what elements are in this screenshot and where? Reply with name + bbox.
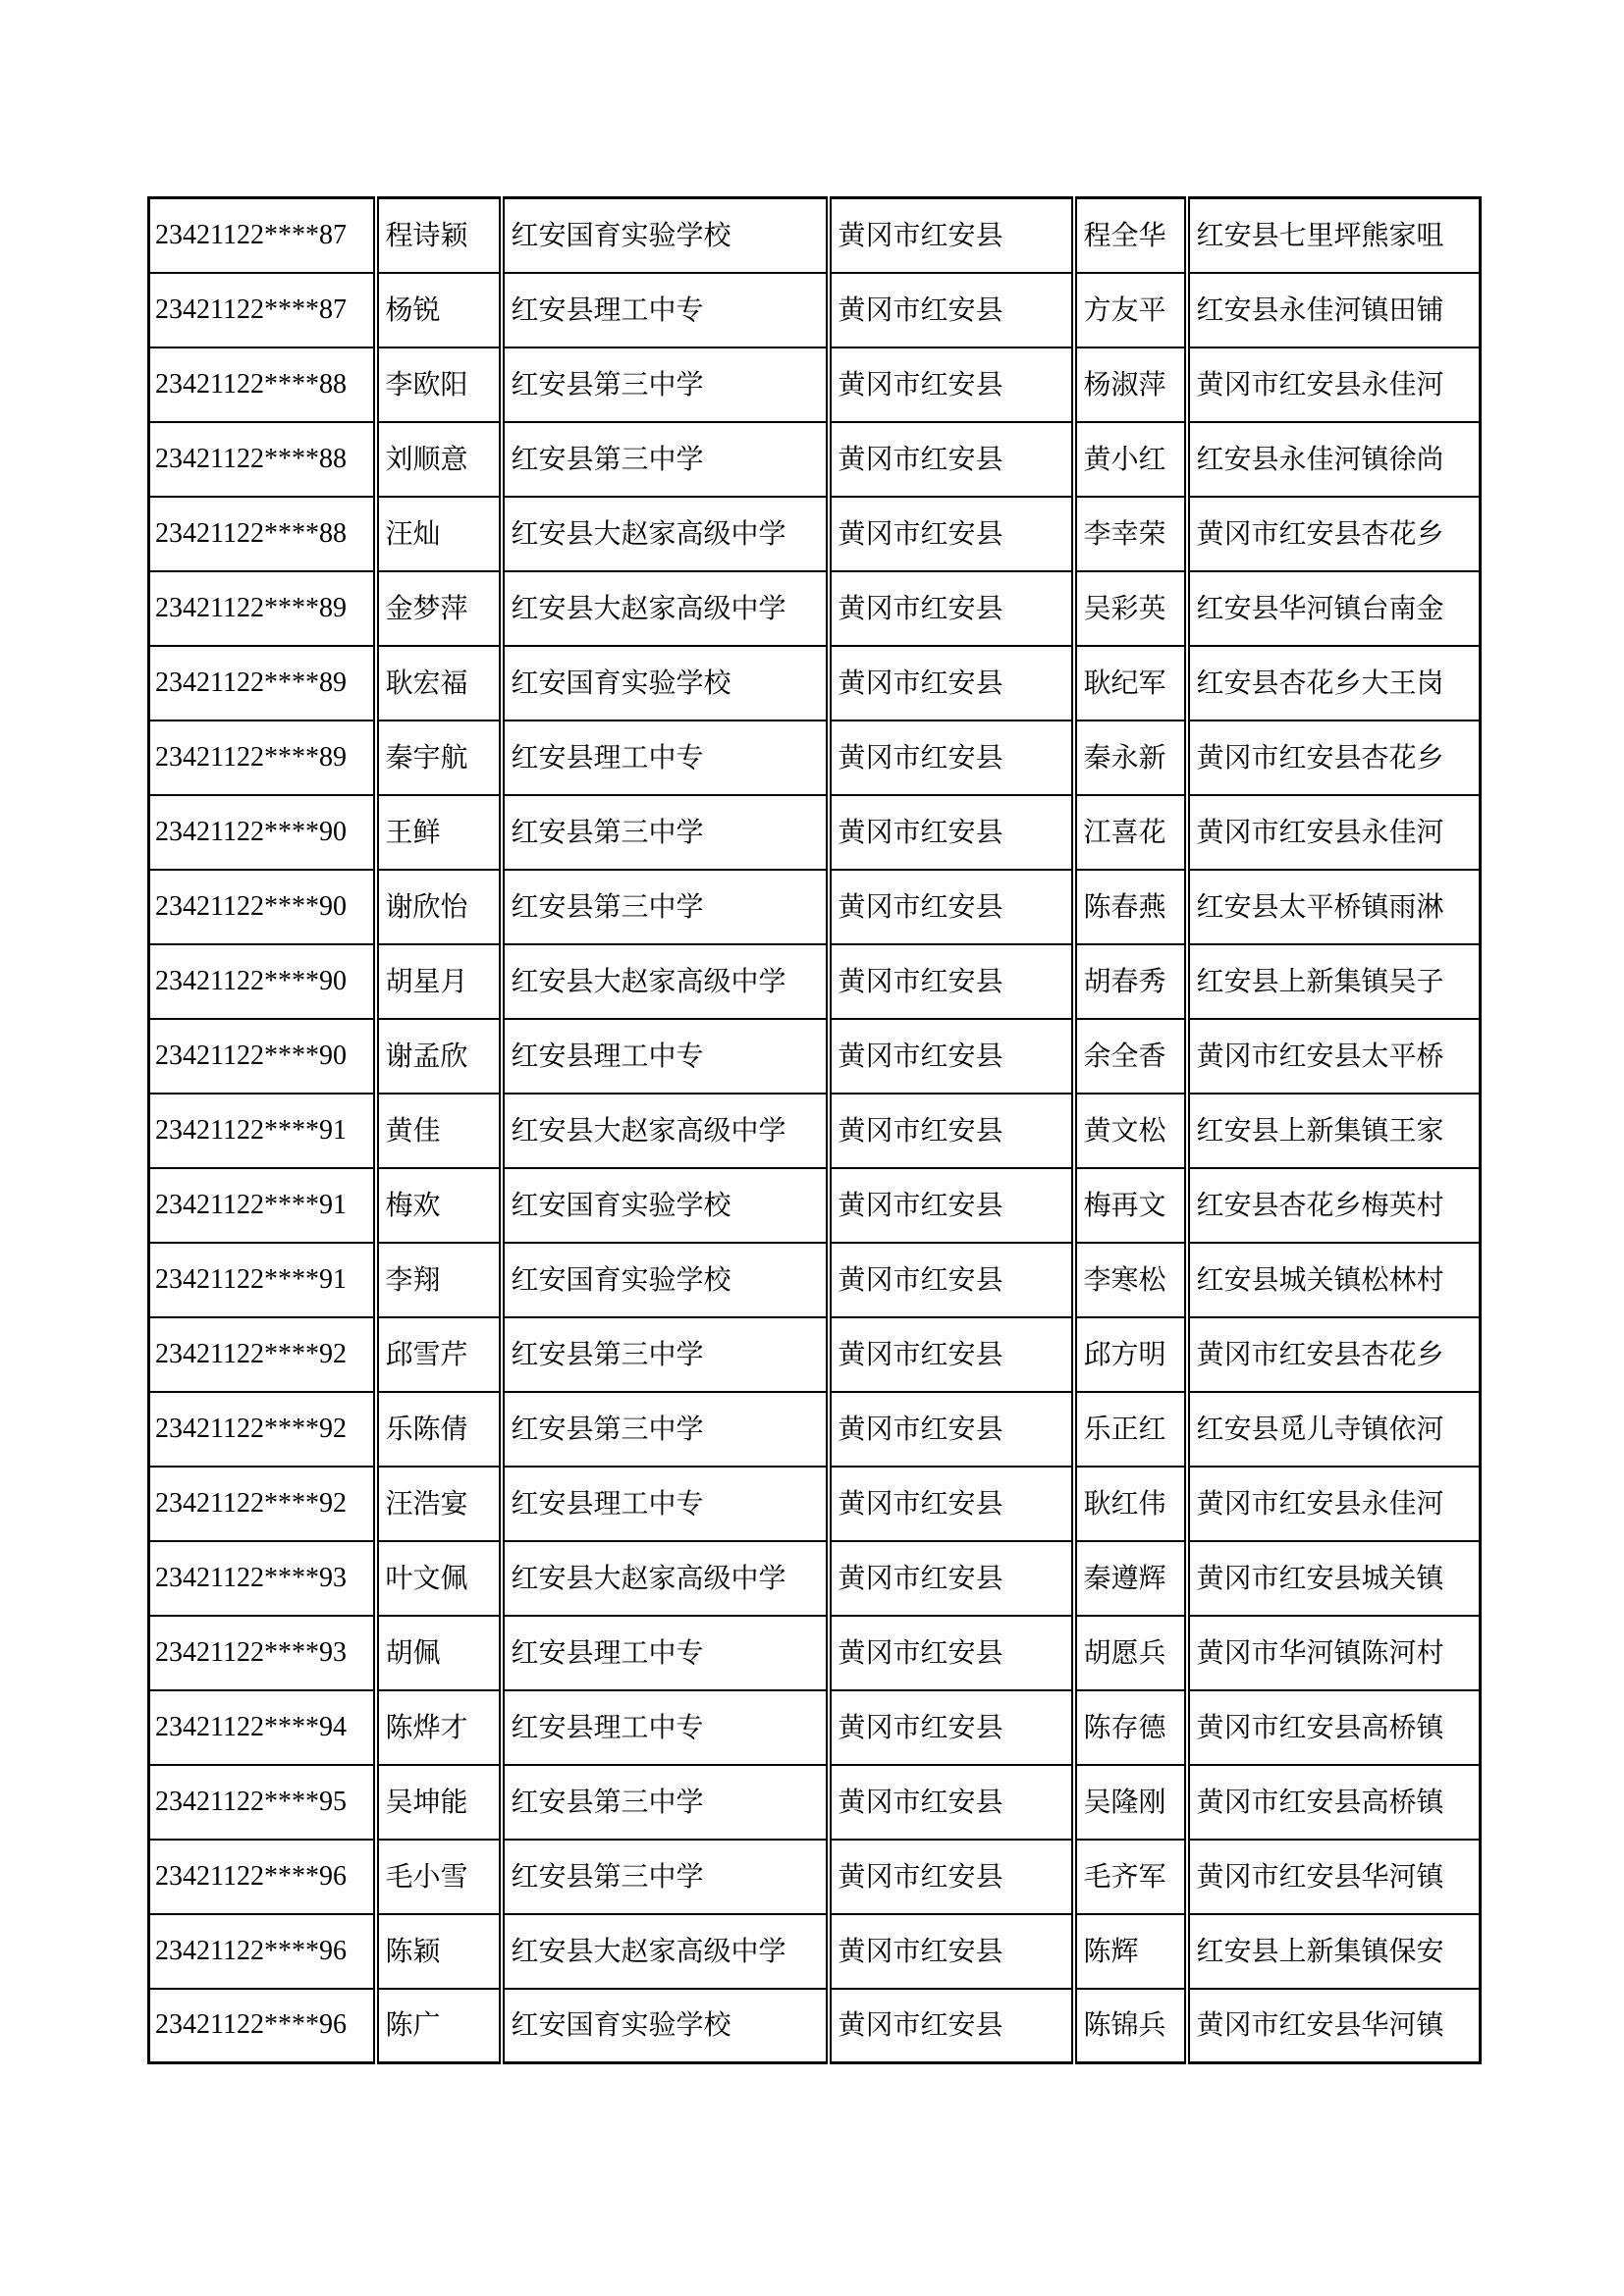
student-name-cell: 耿宏福 — [376, 646, 502, 721]
address-cell: 黄冈市红安县永佳河 — [1187, 795, 1481, 870]
student-id-cell: 23421122****90 — [149, 870, 376, 944]
student-name-cell: 刘顺意 — [376, 422, 502, 497]
student-id-cell: 23421122****88 — [149, 497, 376, 571]
guardian-name-cell: 耿纪军 — [1074, 646, 1187, 721]
school-cell: 红安国育实验学校 — [502, 1168, 829, 1243]
student-id-cell: 23421122****87 — [149, 198, 376, 273]
table-row — [149, 1094, 1481, 1168]
region-cell: 黄冈市红安县 — [829, 571, 1074, 646]
student-id-cell: 23421122****92 — [149, 1392, 376, 1467]
table-row — [149, 944, 1481, 1019]
student-name-cell: 陈颖 — [376, 1914, 502, 1989]
student-id-cell: 23421122****90 — [149, 795, 376, 870]
student-name-cell: 谢欣怡 — [376, 870, 502, 944]
table-row — [149, 1243, 1481, 1317]
table-row — [149, 1317, 1481, 1392]
student-name-cell: 谢孟欣 — [376, 1019, 502, 1094]
school-cell: 红安县理工中专 — [502, 1467, 829, 1541]
student-id-cell: 23421122****93 — [149, 1541, 376, 1616]
guardian-name-cell: 胡愿兵 — [1074, 1616, 1187, 1690]
roster-body — [149, 198, 1481, 2063]
address-cell: 黄冈市华河镇陈河村 — [1187, 1616, 1481, 1690]
student-id-cell: 23421122****91 — [149, 1243, 376, 1317]
address-cell: 红安县城关镇松林村 — [1187, 1243, 1481, 1317]
student-id-cell: 23421122****95 — [149, 1765, 376, 1840]
guardian-name-cell: 秦永新 — [1074, 721, 1187, 795]
guardian-name-cell: 陈春燕 — [1074, 870, 1187, 944]
address-cell: 黄冈市红安县城关镇 — [1187, 1541, 1481, 1616]
school-cell: 红安县第三中学 — [502, 347, 829, 422]
region-cell: 黄冈市红安县 — [829, 1690, 1074, 1765]
guardian-name-cell: 黄文松 — [1074, 1094, 1187, 1168]
guardian-name-cell: 黄小红 — [1074, 422, 1187, 497]
school-cell: 红安县理工中专 — [502, 273, 829, 347]
guardian-name-cell: 陈锦兵 — [1074, 1989, 1187, 2063]
student-roster-table — [147, 196, 1482, 2064]
guardian-name-cell: 胡春秀 — [1074, 944, 1187, 1019]
school-cell: 红安县大赵家高级中学 — [502, 1094, 829, 1168]
address-cell: 黄冈市红安县永佳河 — [1187, 1467, 1481, 1541]
student-id-cell: 23421122****96 — [149, 1914, 376, 1989]
address-cell: 红安县太平桥镇雨淋 — [1187, 870, 1481, 944]
region-cell: 黄冈市红安县 — [829, 721, 1074, 795]
table-row — [149, 721, 1481, 795]
address-cell: 红安县七里坪熊家咀 — [1187, 198, 1481, 273]
table-row — [149, 1168, 1481, 1243]
student-id-cell: 23421122****89 — [149, 721, 376, 795]
region-cell: 黄冈市红安县 — [829, 347, 1074, 422]
address-cell: 红安县杏花乡大王岗 — [1187, 646, 1481, 721]
address-cell: 红安县上新集镇保安 — [1187, 1914, 1481, 1989]
student-name-cell: 秦宇航 — [376, 721, 502, 795]
table-row — [149, 1914, 1481, 1989]
table-row — [149, 422, 1481, 497]
student-id-cell: 23421122****89 — [149, 571, 376, 646]
region-cell: 黄冈市红安县 — [829, 1019, 1074, 1094]
guardian-name-cell: 陈存德 — [1074, 1690, 1187, 1765]
student-name-cell: 陈广 — [376, 1989, 502, 2063]
address-cell: 红安县上新集镇吴子 — [1187, 944, 1481, 1019]
region-cell: 黄冈市红安县 — [829, 1094, 1074, 1168]
student-name-cell: 乐陈倩 — [376, 1392, 502, 1467]
address-cell: 黄冈市红安县杏花乡 — [1187, 721, 1481, 795]
table-row — [149, 198, 1481, 273]
address-cell: 黄冈市红安县高桥镇 — [1187, 1765, 1481, 1840]
table-row — [149, 1765, 1481, 1840]
student-name-cell: 汪灿 — [376, 497, 502, 571]
guardian-name-cell: 耿红伟 — [1074, 1467, 1187, 1541]
student-id-cell: 23421122****88 — [149, 422, 376, 497]
address-cell: 红安县华河镇台南金 — [1187, 571, 1481, 646]
address-cell: 红安县永佳河镇徐尚 — [1187, 422, 1481, 497]
school-cell: 红安县大赵家高级中学 — [502, 1541, 829, 1616]
table-row — [149, 1541, 1481, 1616]
school-cell: 红安国育实验学校 — [502, 198, 829, 273]
table-row — [149, 1989, 1481, 2063]
student-id-cell: 23421122****91 — [149, 1094, 376, 1168]
region-cell: 黄冈市红安县 — [829, 1243, 1074, 1317]
region-cell: 黄冈市红安县 — [829, 198, 1074, 273]
guardian-name-cell: 程全华 — [1074, 198, 1187, 273]
school-cell: 红安县理工中专 — [502, 1019, 829, 1094]
region-cell: 黄冈市红安县 — [829, 1317, 1074, 1392]
student-name-cell: 汪浩宴 — [376, 1467, 502, 1541]
school-cell: 红安县大赵家高级中学 — [502, 1914, 829, 1989]
student-name-cell: 李欧阳 — [376, 347, 502, 422]
region-cell: 黄冈市红安县 — [829, 870, 1074, 944]
address-cell: 红安县上新集镇王家 — [1187, 1094, 1481, 1168]
student-id-cell: 23421122****90 — [149, 944, 376, 1019]
region-cell: 黄冈市红安县 — [829, 1467, 1074, 1541]
student-id-cell: 23421122****89 — [149, 646, 376, 721]
table-row — [149, 273, 1481, 347]
student-id-cell: 23421122****94 — [149, 1690, 376, 1765]
school-cell: 红安县第三中学 — [502, 1840, 829, 1914]
table-row — [149, 1840, 1481, 1914]
guardian-name-cell: 李幸荣 — [1074, 497, 1187, 571]
student-name-cell: 陈烨才 — [376, 1690, 502, 1765]
address-cell: 红安县永佳河镇田铺 — [1187, 273, 1481, 347]
student-name-cell: 胡佩 — [376, 1616, 502, 1690]
school-cell: 红安县理工中专 — [502, 1690, 829, 1765]
school-cell: 红安县大赵家高级中学 — [502, 497, 829, 571]
address-cell: 黄冈市红安县太平桥 — [1187, 1019, 1481, 1094]
region-cell: 黄冈市红安县 — [829, 795, 1074, 870]
region-cell: 黄冈市红安县 — [829, 944, 1074, 1019]
address-cell: 黄冈市红安县杏花乡 — [1187, 1317, 1481, 1392]
address-cell: 红安县杏花乡梅英村 — [1187, 1168, 1481, 1243]
student-name-cell: 邱雪芹 — [376, 1317, 502, 1392]
school-cell: 红安国育实验学校 — [502, 646, 829, 721]
school-cell: 红安县第三中学 — [502, 1392, 829, 1467]
student-id-cell: 23421122****93 — [149, 1616, 376, 1690]
region-cell: 黄冈市红安县 — [829, 1989, 1074, 2063]
school-cell: 红安县大赵家高级中学 — [502, 944, 829, 1019]
guardian-name-cell: 杨淑萍 — [1074, 347, 1187, 422]
address-cell: 黄冈市红安县高桥镇 — [1187, 1690, 1481, 1765]
school-cell: 红安县第三中学 — [502, 870, 829, 944]
table-row — [149, 1392, 1481, 1467]
table-row — [149, 1690, 1481, 1765]
address-cell: 红安县觅儿寺镇依河 — [1187, 1392, 1481, 1467]
region-cell: 黄冈市红安县 — [829, 1168, 1074, 1243]
region-cell: 黄冈市红安县 — [829, 273, 1074, 347]
address-cell: 黄冈市红安县永佳河 — [1187, 347, 1481, 422]
table-row — [149, 571, 1481, 646]
region-cell: 黄冈市红安县 — [829, 422, 1074, 497]
table-row — [149, 870, 1481, 944]
school-cell: 红安县第三中学 — [502, 1765, 829, 1840]
guardian-name-cell: 毛齐军 — [1074, 1840, 1187, 1914]
guardian-name-cell: 方友平 — [1074, 273, 1187, 347]
school-cell: 红安国育实验学校 — [502, 1989, 829, 2063]
student-name-cell: 毛小雪 — [376, 1840, 502, 1914]
region-cell: 黄冈市红安县 — [829, 1616, 1074, 1690]
student-name-cell: 叶文佩 — [376, 1541, 502, 1616]
guardian-name-cell: 吴隆刚 — [1074, 1765, 1187, 1840]
student-id-cell: 23421122****92 — [149, 1467, 376, 1541]
guardian-name-cell: 陈辉 — [1074, 1914, 1187, 1989]
guardian-name-cell: 李寒松 — [1074, 1243, 1187, 1317]
student-id-cell: 23421122****92 — [149, 1317, 376, 1392]
guardian-name-cell: 乐正红 — [1074, 1392, 1187, 1467]
student-name-cell: 胡星月 — [376, 944, 502, 1019]
region-cell: 黄冈市红安县 — [829, 1765, 1074, 1840]
region-cell: 黄冈市红安县 — [829, 1840, 1074, 1914]
school-cell: 红安县第三中学 — [502, 422, 829, 497]
region-cell: 黄冈市红安县 — [829, 1914, 1074, 1989]
table-row — [149, 1616, 1481, 1690]
student-id-cell: 23421122****96 — [149, 1989, 376, 2063]
student-name-cell: 梅欢 — [376, 1168, 502, 1243]
table-row — [149, 795, 1481, 870]
student-id-cell: 23421122****88 — [149, 347, 376, 422]
student-name-cell: 李翔 — [376, 1243, 502, 1317]
school-cell: 红安国育实验学校 — [502, 1243, 829, 1317]
student-id-cell: 23421122****91 — [149, 1168, 376, 1243]
region-cell: 黄冈市红安县 — [829, 1392, 1074, 1467]
guardian-name-cell: 吴彩英 — [1074, 571, 1187, 646]
school-cell: 红安县第三中学 — [502, 795, 829, 870]
address-cell: 黄冈市红安县华河镇 — [1187, 1989, 1481, 2063]
address-cell: 黄冈市红安县华河镇 — [1187, 1840, 1481, 1914]
guardian-name-cell: 梅再文 — [1074, 1168, 1187, 1243]
student-id-cell: 23421122****96 — [149, 1840, 376, 1914]
table-row — [149, 497, 1481, 571]
guardian-name-cell: 余全香 — [1074, 1019, 1187, 1094]
region-cell: 黄冈市红安县 — [829, 497, 1074, 571]
student-name-cell: 金梦萍 — [376, 571, 502, 646]
student-name-cell: 黄佳 — [376, 1094, 502, 1168]
school-cell: 红安县第三中学 — [502, 1317, 829, 1392]
guardian-name-cell: 邱方明 — [1074, 1317, 1187, 1392]
student-name-cell: 吴坤能 — [376, 1765, 502, 1840]
student-id-cell: 23421122****90 — [149, 1019, 376, 1094]
student-name-cell: 程诗颖 — [376, 198, 502, 273]
school-cell: 红安县理工中专 — [502, 721, 829, 795]
guardian-name-cell: 江喜花 — [1074, 795, 1187, 870]
table-row — [149, 1019, 1481, 1094]
address-cell: 黄冈市红安县杏花乡 — [1187, 497, 1481, 571]
student-name-cell: 杨锐 — [376, 273, 502, 347]
region-cell: 黄冈市红安县 — [829, 646, 1074, 721]
guardian-name-cell: 秦遵辉 — [1074, 1541, 1187, 1616]
table-row — [149, 1467, 1481, 1541]
school-cell: 红安县大赵家高级中学 — [502, 571, 829, 646]
school-cell: 红安县理工中专 — [502, 1616, 829, 1690]
table-row — [149, 347, 1481, 422]
student-id-cell: 23421122****87 — [149, 273, 376, 347]
table-row — [149, 646, 1481, 721]
region-cell: 黄冈市红安县 — [829, 1541, 1074, 1616]
student-name-cell: 王鲜 — [376, 795, 502, 870]
